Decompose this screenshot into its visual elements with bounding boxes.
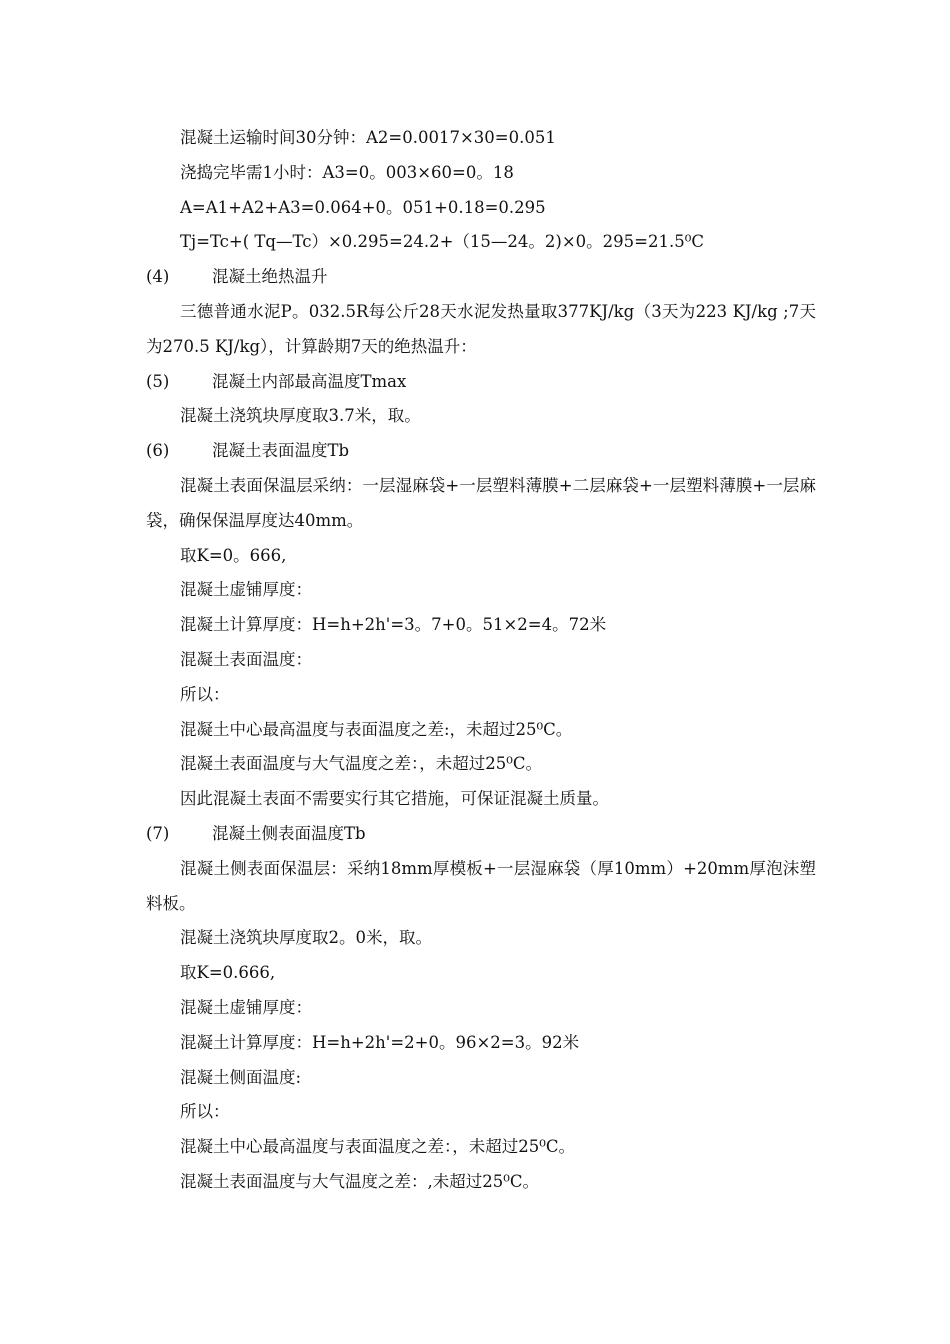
text-line: 混凝土计算厚度：H=h+2h'=3。7+0。51×2=4。72米 bbox=[180, 615, 607, 635]
text-line: 混凝土虚铺厚度： bbox=[180, 580, 312, 600]
text-line: 混凝土中心最高温度与表面温度之差:，未超过25⁰C。 bbox=[180, 719, 573, 739]
paragraph: 混凝土表面保温层采纳：一层湿麻袋+一层塑料薄膜+二层麻袋+一层塑料薄膜+一层麻袋，确保保温厚度达40mm。 bbox=[146, 475, 816, 530]
section-number: (5) bbox=[146, 371, 170, 391]
text-line: 混凝土表面温度： bbox=[180, 649, 312, 669]
text-line: 所以： bbox=[180, 1102, 230, 1122]
paragraph: 三德普通水泥P。032.5R每公斤28天水泥发热量取377KJ/kg（3天为223 KJ/kg ;7天为270.5 KJ/kg），计算龄期7天的绝热温升： bbox=[146, 301, 816, 356]
text-line: 取K=0.666, bbox=[180, 963, 276, 983]
text-line: 混凝土侧面温度: bbox=[180, 1067, 302, 1087]
text-line: 浇捣完毕需1小时：A3=0。003×60=0。18 bbox=[180, 162, 514, 182]
paragraph: 混凝土侧表面保温层：采纳18mm厚模板+一层湿麻袋（厚10mm）+20mm厚泡沫塑料板。 bbox=[146, 858, 816, 913]
text-line: 混凝土运输时间30分钟：A2=0.0017×30=0.051 bbox=[180, 128, 556, 147]
text-line: Tj=Tc+( Tq—Tc）×0.295=24.2+（15—24。2)×0。295=21.5⁰C bbox=[180, 232, 704, 252]
document-body bbox=[146, 121, 816, 1200]
text-line: 因此混凝土表面不需要实行其它措施，可保证混凝土质量。 bbox=[180, 789, 609, 809]
section-heading bbox=[146, 434, 816, 469]
section-title: 混凝土侧表面温度Tb bbox=[212, 823, 366, 843]
section-heading bbox=[146, 817, 816, 852]
section-number: (7) bbox=[146, 823, 170, 843]
text-line: 混凝土浇筑块厚度取3.7米，取。 bbox=[180, 406, 421, 426]
text-line: 取K=0。666, bbox=[180, 545, 287, 565]
text-line: A=A1+A2+A3=0.064+0。051+0.18=0.295 bbox=[180, 197, 546, 217]
section-heading bbox=[146, 365, 816, 400]
text-line: 混凝土浇筑块厚度取2。0米，取。 bbox=[180, 928, 432, 948]
section-title: 混凝土绝热温升 bbox=[212, 267, 328, 287]
section-number: (4) bbox=[146, 267, 170, 287]
text-line: 混凝土计算厚度：H=h+2h'=2+0。96×2=3。92米 bbox=[180, 1032, 580, 1052]
text-line: 所以： bbox=[180, 684, 230, 704]
section-heading bbox=[146, 260, 816, 295]
section-title: 混凝土表面温度Tb bbox=[212, 441, 350, 461]
text-line: 混凝土中心最高温度与表面温度之差：，未超过25⁰C。 bbox=[180, 1137, 575, 1157]
text-line: 混凝土表面温度与大气温度之差：，未超过25⁰C。 bbox=[180, 754, 542, 774]
section-title: 混凝土内部最高温度Tmax bbox=[212, 371, 407, 391]
text-line: 混凝土表面温度与大气温度之差：,未超过25⁰C。 bbox=[180, 1171, 539, 1191]
text-line: 混凝土虚铺厚度： bbox=[180, 997, 312, 1017]
section-number: (6) bbox=[146, 441, 170, 461]
